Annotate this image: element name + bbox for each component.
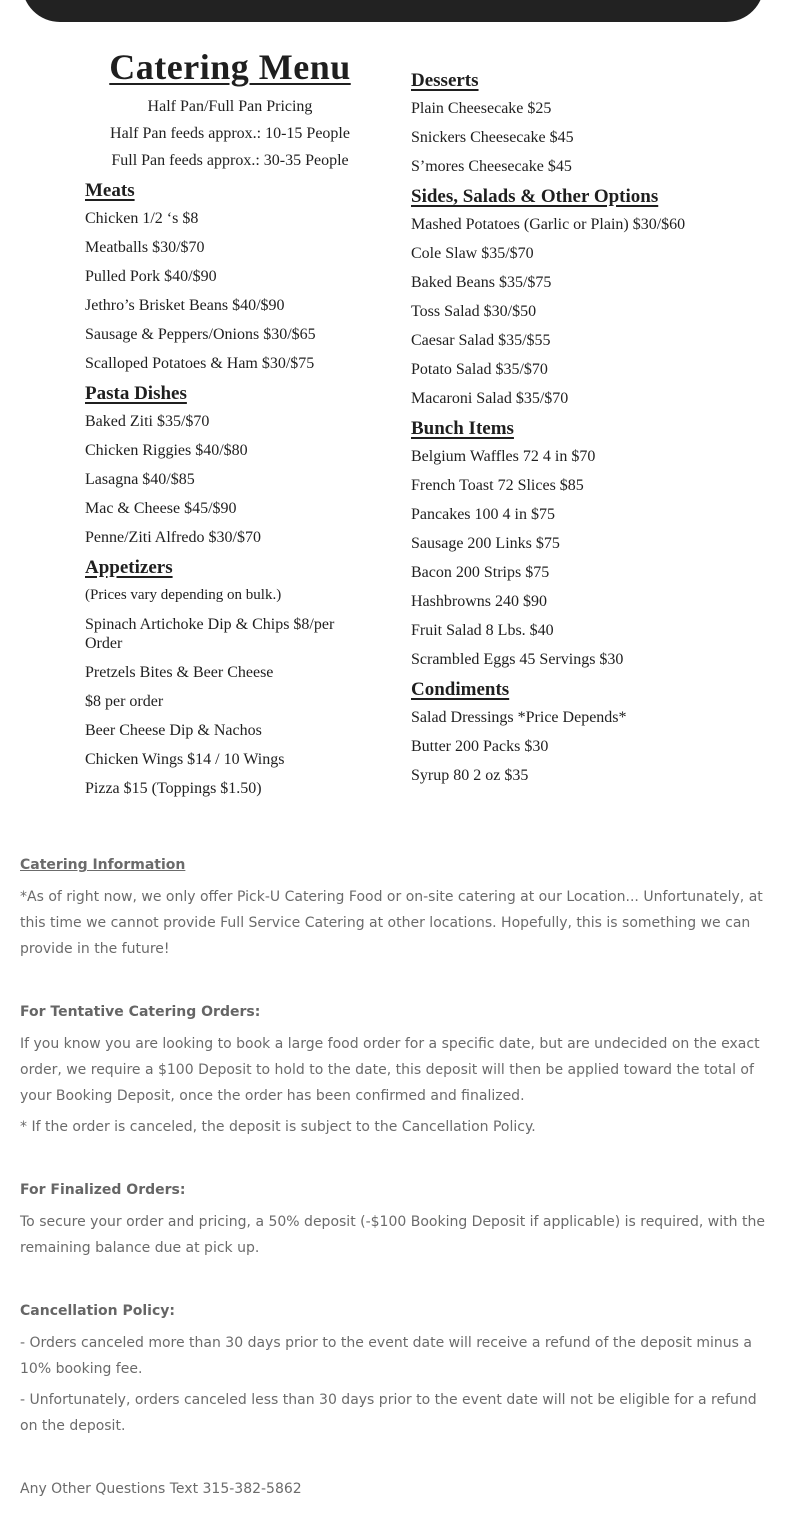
menu-item: Macaroni Salad $35/$70 bbox=[411, 390, 569, 407]
tentative-orders-text: If you know you are looking to book a large food order for a specific date, but are undecided on the exact order, we require a $100 Deposit to hold to the date, this deposit will then be applied toward the total of your Booking Deposit, once the order has been confirmed and finalized. bbox=[20, 1036, 760, 1104]
menu-item: S’mores Cheesecake $45 bbox=[411, 158, 572, 175]
pricing-note: Half Pan feeds approx.: 10-15 People bbox=[110, 125, 350, 142]
menu-item: Caesar Salad $35/$55 bbox=[411, 332, 551, 349]
menu-item: Baked Ziti $35/$70 bbox=[85, 413, 210, 430]
menu-item: Hashbrowns 240 $90 bbox=[411, 593, 547, 610]
menu-item: Fruit Salad 8 Lbs. $40 bbox=[411, 622, 554, 639]
menu-right-column bbox=[411, 70, 711, 795]
menu-item: Mashed Potatoes (Garlic or Plain) $30/$60 bbox=[411, 216, 686, 233]
section-heading-desserts: Desserts bbox=[411, 70, 479, 91]
menu-item: Beer Cheese Dip & Nachos bbox=[85, 722, 262, 739]
tentative-orders-note: * If the order is canceled, the deposit is subject to the Cancellation Policy. bbox=[20, 1119, 536, 1135]
menu-item: French Toast 72 Slices $85 bbox=[411, 477, 584, 494]
section-heading-meats: Meats bbox=[85, 180, 135, 201]
cancellation-policy-heading: Cancellation Policy: bbox=[20, 1303, 175, 1319]
menu-item: Penne/Ziti Alfredo $30/$70 bbox=[85, 529, 261, 546]
section-heading-sides: Sides, Salads & Other Options bbox=[411, 186, 659, 207]
menu-item: Sausage 200 Links $75 bbox=[411, 535, 560, 552]
top-banner[interactable] bbox=[22, 0, 764, 22]
contact-text: Any Other Questions Text 315-382-5862 bbox=[20, 1481, 302, 1497]
menu-item: Toss Salad $30/$50 bbox=[411, 303, 537, 320]
menu-item: Chicken Wings $14 / 10 Wings bbox=[85, 751, 285, 768]
menu-item: Baked Beans $35/$75 bbox=[411, 274, 552, 291]
finalized-orders-text: To secure your order and pricing, a 50% deposit (-$100 Booking Deposit if applicable) is required, with the remaining balance due at pick up. bbox=[20, 1214, 765, 1256]
section-heading-condiments: Condiments bbox=[411, 679, 510, 700]
catering-info bbox=[20, 852, 765, 1502]
menu-item: Pizza $15 (Toppings $1.50) bbox=[85, 780, 262, 797]
menu-item: Pancakes 100 4 in $75 bbox=[411, 506, 555, 523]
menu-item: Chicken Riggies $40/$80 bbox=[85, 442, 248, 459]
menu-item: Scalloped Potatoes & Ham $30/$75 bbox=[85, 355, 315, 372]
intro-text: *As of right now, we only offer Pick-U Catering Food or on-site catering at our Location... Unfortunately, at this time we cannot provide Full Service Catering at other locations. Hopefully, this is something we can provide in the future! bbox=[20, 889, 763, 957]
menu-item: Spinach Artichoke Dip & Chips $8/per Order bbox=[85, 616, 335, 652]
menu-item: Lasagna $40/$85 bbox=[85, 471, 195, 488]
menu-item: Plain Cheesecake $25 bbox=[411, 100, 552, 117]
menu-item: Salad Dressings *Price Depends* bbox=[411, 709, 627, 726]
menu-item: Butter 200 Packs $30 bbox=[411, 738, 549, 755]
menu-item: Potato Salad $35/$70 bbox=[411, 361, 548, 378]
menu-item: Belgium Waffles 72 4 in $70 bbox=[411, 448, 596, 465]
section-heading-appetizers: Appetizers bbox=[85, 557, 173, 578]
menu-item: Meatballs $30/$70 bbox=[85, 239, 205, 256]
finalized-orders-heading: For Finalized Orders: bbox=[20, 1182, 186, 1198]
catering-menu-image bbox=[80, 40, 700, 830]
menu-left-column bbox=[85, 180, 385, 808]
menu-item: Sausage & Peppers/Onions $30/$65 bbox=[85, 326, 316, 343]
menu-item: Cole Slaw $35/$70 bbox=[411, 245, 534, 262]
menu-item: Bacon 200 Strips $75 bbox=[411, 564, 550, 581]
menu-item: Jethro’s Brisket Beans $40/$90 bbox=[85, 297, 285, 314]
cancellation-policy-item: - Unfortunately, orders canceled less than 30 days prior to the event date will not be eligible for a refund on the deposit. bbox=[20, 1392, 757, 1434]
tentative-orders-heading: For Tentative Catering Orders: bbox=[20, 1004, 261, 1020]
menu-item: Syrup 80 2 oz $35 bbox=[411, 767, 529, 784]
menu-item: Mac & Cheese $45/$90 bbox=[85, 500, 237, 517]
menu-item: Pulled Pork $40/$90 bbox=[85, 268, 217, 285]
menu-item: Pretzels Bites & Beer Cheese bbox=[85, 664, 274, 681]
menu-note: (Prices vary depending on bulk.) bbox=[85, 587, 282, 603]
menu-title: Catering Menu bbox=[109, 47, 351, 87]
pricing-note: Full Pan feeds approx.: 30-35 People bbox=[111, 152, 349, 169]
pricing-note: Half Pan/Full Pan Pricing bbox=[147, 98, 313, 115]
section-heading-pasta: Pasta Dishes bbox=[85, 383, 187, 404]
menu-item: $8 per order bbox=[85, 693, 164, 710]
catering-information-link[interactable]: Catering Information bbox=[20, 857, 186, 873]
section-heading-bunch: Bunch Items bbox=[411, 418, 514, 439]
menu-item: Scrambled Eggs 45 Servings $30 bbox=[411, 651, 624, 668]
menu-item: Chicken 1/2 ‘s $8 bbox=[85, 210, 199, 227]
cancellation-policy-item: - Orders canceled more than 30 days prior to the event date will receive a refund of the deposit minus a 10% booking fee. bbox=[20, 1335, 752, 1377]
menu-item: Snickers Cheesecake $45 bbox=[411, 129, 574, 146]
